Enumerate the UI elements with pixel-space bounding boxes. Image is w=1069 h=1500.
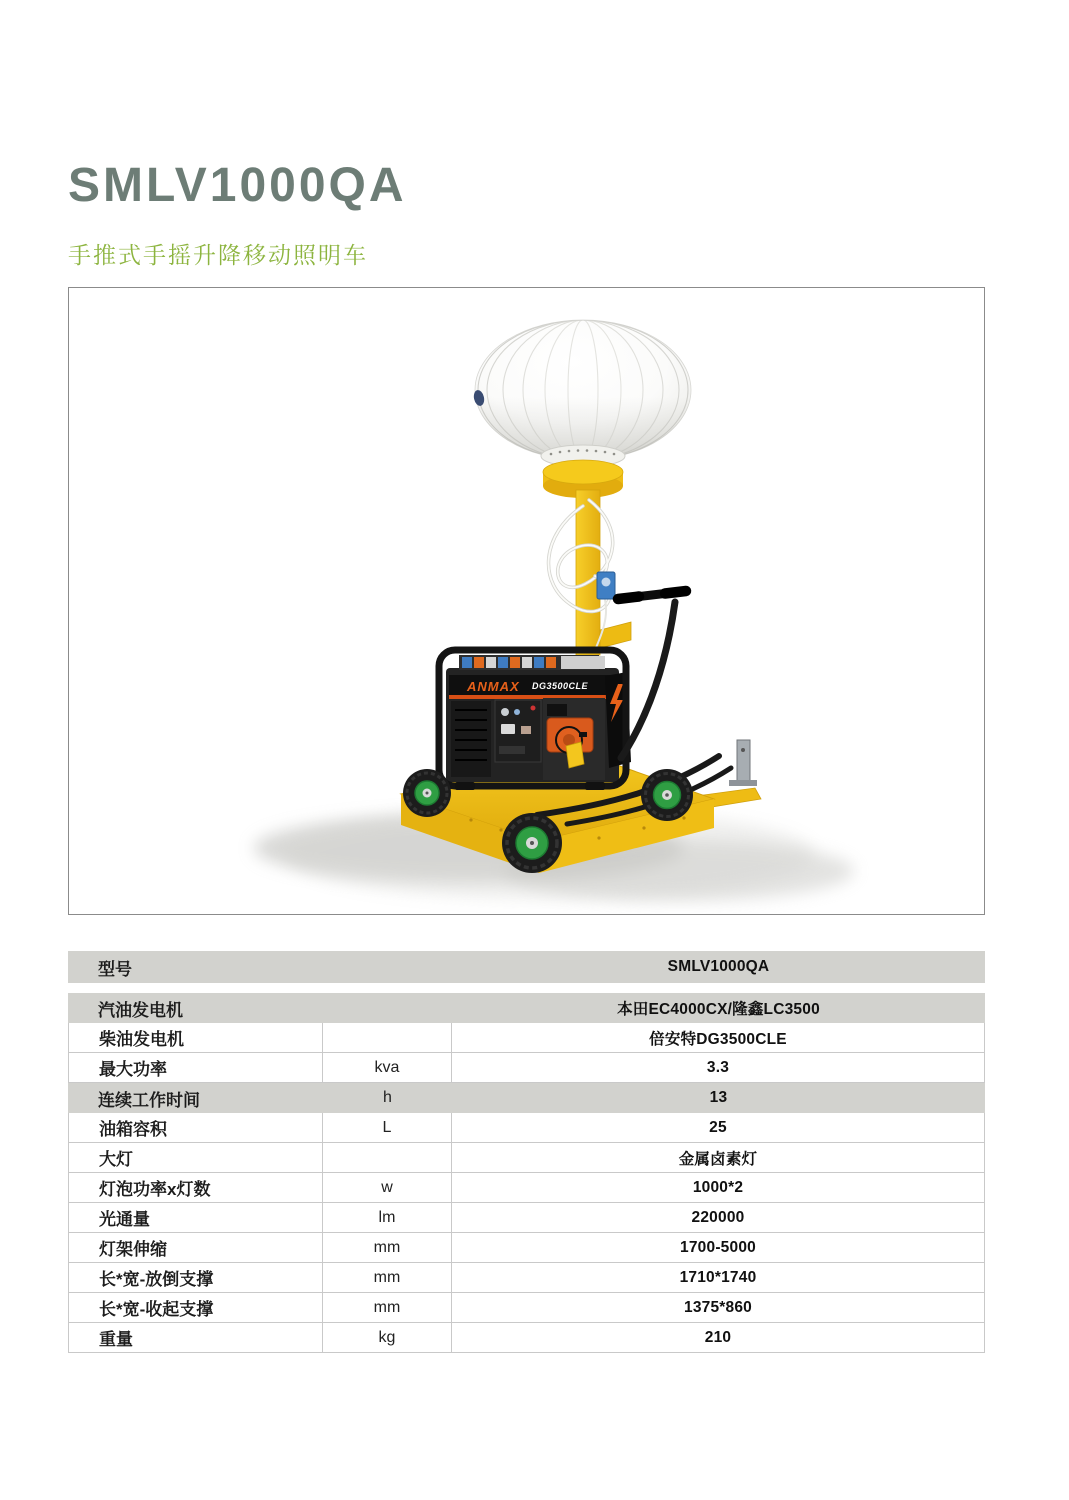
spec-row-diesel-generator [68, 1023, 985, 1053]
spec-label: 连续工作时间 [98, 1090, 200, 1110]
spec-label: 油箱容积 [68, 1113, 323, 1143]
spec-label: 重量 [68, 1323, 323, 1353]
spec-value: SMLV1000QA [667, 958, 770, 975]
spec-value: 1375*860 [452, 1293, 985, 1323]
power-socket [597, 572, 615, 599]
spec-unit [323, 993, 452, 1023]
spec-unit [323, 1023, 452, 1053]
spec-value: 3.3 [452, 1053, 985, 1083]
spec-row-gasoline-generator [68, 993, 985, 1023]
spec-label: 柴油发电机 [68, 1023, 323, 1053]
generator-louver-panel [451, 701, 491, 777]
spec-row-fuel-tank [68, 1113, 985, 1143]
product-photo-frame [68, 287, 985, 915]
spec-label: 汽油发电机 [98, 1000, 183, 1020]
spec-row-size-outriggers-up [68, 1293, 985, 1323]
spec-row-headlight [68, 1143, 985, 1173]
spec-label: 灯泡功率x灯数 [68, 1173, 323, 1203]
product-photo-illustration [69, 288, 984, 914]
wheel-right [641, 769, 693, 821]
spec-row-mast-extension [68, 1233, 985, 1263]
spec-unit: kva [323, 1053, 452, 1083]
spec-row-max-power [68, 1053, 985, 1083]
spec-row-bulb-power [68, 1173, 985, 1203]
generator-brand-text: ANMAX [467, 679, 520, 694]
spec-value: 1000*2 [452, 1173, 985, 1203]
balloon-light [472, 320, 691, 498]
spec-value: 本田EC4000CX/隆鑫LC3500 [617, 1001, 820, 1018]
warning-tag [566, 742, 584, 768]
spec-row-size-outriggers-down [68, 1263, 985, 1293]
spec-label: 光通量 [68, 1203, 323, 1233]
generator-control-panel [495, 700, 541, 762]
table-spacer [68, 983, 985, 993]
spec-row-model [68, 951, 985, 983]
spec-unit: kg [323, 1323, 452, 1353]
spec-label: 最大功率 [68, 1053, 323, 1083]
spec-value: 13 [709, 1089, 728, 1106]
generator [439, 650, 631, 790]
spec-value: 1700-5000 [452, 1233, 985, 1263]
generator-model-text: DG3500CLE [532, 681, 589, 691]
spec-unit: mm [323, 1263, 452, 1293]
spec-label: 大灯 [68, 1143, 323, 1173]
spec-value: 25 [452, 1113, 985, 1143]
spec-label: 长*宽-放倒支撑 [68, 1263, 323, 1293]
mast [549, 490, 631, 655]
spec-unit [323, 951, 452, 983]
spec-table [68, 951, 985, 1353]
spec-row-weight [68, 1323, 985, 1353]
spec-row-luminous-flux [68, 1203, 985, 1233]
spec-row-runtime [68, 1083, 985, 1113]
spec-unit: lm [323, 1203, 452, 1233]
product-subtitle: 手推式手摇升降移动照明车 [68, 242, 368, 268]
wheel-front [502, 813, 562, 873]
wheel-left [403, 769, 451, 817]
spec-label: 型号 [98, 959, 132, 979]
spec-label: 灯架伸缩 [68, 1233, 323, 1263]
spec-value: 金属卤素灯 [452, 1143, 985, 1173]
spec-unit: h [383, 1089, 392, 1106]
spec-unit: w [323, 1173, 452, 1203]
spec-label: 长*宽-收起支撑 [68, 1293, 323, 1323]
generator-engine [543, 698, 605, 780]
spec-unit: L [323, 1113, 452, 1143]
spec-value: 220000 [452, 1203, 985, 1233]
spec-value: 1710*1740 [452, 1263, 985, 1293]
spec-unit: mm [323, 1233, 452, 1263]
spec-value: 210 [452, 1323, 985, 1353]
page-title: SMLV1000QA [68, 159, 407, 212]
spec-value: 倍安特DG3500CLE [452, 1023, 985, 1053]
spec-unit: mm [323, 1293, 452, 1323]
spec-unit [323, 1143, 452, 1173]
